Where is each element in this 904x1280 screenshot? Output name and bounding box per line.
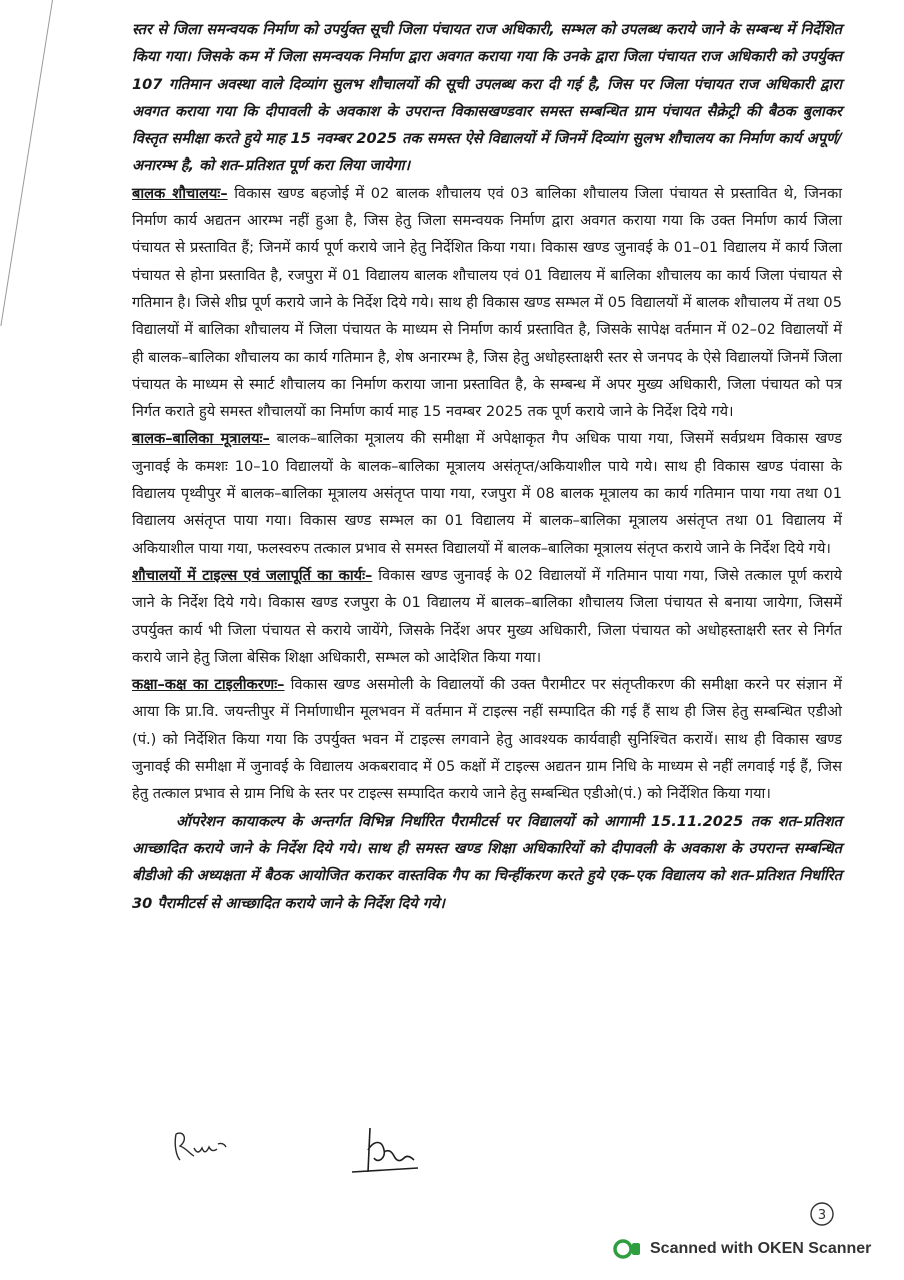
urinal-heading: बालक–बालिका मूत्रालयः– xyxy=(132,430,270,448)
page-number-mark xyxy=(808,1200,836,1228)
intro-paragraph: स्तर से जिला समन्वयक निर्माण को उपर्युक्त सूची जिला पंचायत राज अधिकारी, सम्भल को उपलब्ध कराये जाने के सम्बन्ध में निर्देशित किया गया। जिसके कम में जिला समन्वयक निर्माण द्वारा अवगत कराया गया कि उनके द्वारा जिला पंचायत राज अधिकारी को उपर्युक्त 107 गतिमान अवस्था वाले दिव्यांग सुलभ शौचालयों की सूची उपलब्ध करा दी गई है, जिस पर जिला पंचायत राज अधिकारी द्वारा अवगत कराया गया कि दीपावली के अवकाश के उपरान्त विकासखण्डवार समस्त सम्बन्धित ग्राम पंचायत सैक्रेट्री की बैठक बुलाकर विस्तृत समीक्षा करते हुये माह 15 नवम्बर 2025 तक समस्त ऐसे विद्यालयों में जिनमें दिव्यांग सुलभ शौचालय का निर्माण कार्य अपूर्ण/अनारम्भ है, को शत–प्रतिशत पूर्ण करा लिया जायेगा। xyxy=(132,21,842,175)
oken-scanner-logo-icon xyxy=(612,1238,642,1260)
signature-1 xyxy=(170,1126,230,1166)
tiles-water-body: विकास खण्ड जुनावई के 02 विद्यालयों में गतिमान पाया गया, जिसे तत्काल पूर्ण कराये जाने के निर्देश दिये गये। विकास खण्ड रजपुरा के 01 विद्यालय में बालक–बालिका शौचालय जिला पंचायत से बनाया जायेगा, जिसमें उपर्युक्त कार्य भी जिला पंचायत से कराये जायेंगे, जिसके निर्देश अपर मुख्य अधिकारी, जिला पंचायत को अधोहस्ताक्षरी स्तर से निर्गत कराये जाने हेतु जिला बेसिक शिक्षा अधिकारी, सम्भल को आदेशित किया गया। xyxy=(132,566,842,666)
boys-toilet-heading: बालक शौचालयः– xyxy=(132,184,228,202)
urinal-body: बालक–बालिका मूत्रालय की समीक्षा में अपेक्षाकृत गैप अधिक पाया गया, जिसमें सर्वप्रथम विकास खण्ड जुनावई के कमशः 10–10 विद्यालयों के बालक–बालिका मूत्रालय असंतृप्त/अकियाशील पाये गये। साथ ही विकास खण्ड पंवासा के विद्यालय पृथ्वीपुर में बालक–बालिका मूत्रालय असंतृप्त पाया गया, रजपुरा में 08 बालक मूत्रालय का कार्य गतिमान पाया गया तथा 01 विद्यालय असंतृप्त पाया गया। विकास खण्ड सम्भल का 01 विद्यालय में बालक–बालिका मूत्रालय असंतृप्त तथा 01 विद्यालय में अकियाशील पाया गया, फलस्वरुप तत्काल प्रभाव से समस्त विद्यालयों में बालक–बालिका मूत्रालय संतृप्त कराये जाने के निर्देश दिये गये। xyxy=(132,430,842,557)
tiles-water-heading: शौचालयों में टाइल्स एवं जलापूर्ति का कार्यः– xyxy=(132,566,373,584)
signature-2 xyxy=(348,1120,438,1180)
scanner-footer xyxy=(612,1236,871,1262)
boys-toilet-body: विकास खण्ड बहजोई में 02 बालक शौचालय एवं 03 बालिका शौचालय जिला पंचायत से प्रस्तावित थे, जिनका निर्माण कार्य अद्यतन आरम्भ नहीं हुआ है, जिस हेतु जिला समन्वयक निर्माण द्वारा अवगत कराया गया कि उक्त निर्माण कार्य जिला पंचायत से प्रस्तावित हैं; जिनमें कार्य पूर्ण कराये जाने हेतु निर्देशित किया गया। विकास खण्ड जुनावई के 01–01 विद्यालय में कार्य जिला पंचायत से होना प्रस्तावित है, रजपुरा में 01 विद्यालय बालक शौचालय एवं 01 विद्यालय में बालिका शौचालय का कार्य जिला पंचायत से गतिमान है। जिसे शीघ्र पूर्ण कराये जाने के निर्देश दिये गये। साथ ही विकास खण्ड सम्भल में 05 विद्यालयों में बालक शौचालय में तथा 05 विद्यालयों में बालिका शौचालय में जिला पंचायत के माध्यम से निर्माण कार्य प्रस्तावित है, जिसके सापेक्ष वर्तमान में 02–02 विद्यालयों में ही बालक–बालिका शौचालय का कार्य गतिमान है, शेष अनारम्भ है, जिस हेतु अधोहस्ताक्षरी स्तर से जनपद के ऐसे विद्यालयों जिनमें जिला पंचायत के माध्यम से स्मार्ट शौचालय का निर्माण कराया जाना प्रस्तावित है, के सम्बन्ध में अपर मुख्य अधिकारी, जिला पंचायत को पत्र निर्गत कराते हुये समस्त शौचालयों का निर्माण कार्य माह 15 नवम्बर 2025 तक पूर्ण कराये जाने के निर्देश दिये गये। xyxy=(132,184,843,421)
page-number: 3 xyxy=(817,1208,827,1223)
boys-toilet-paragraph xyxy=(132,180,842,426)
classroom-tiling-heading: कक्षा–कक्ष का टाइलीकरणः– xyxy=(132,676,285,694)
signatures xyxy=(170,1120,670,1200)
margin-rule xyxy=(0,0,53,326)
urinal-paragraph xyxy=(132,425,842,561)
kayakalp-paragraph: ऑपरेशन कायाकल्प के अन्तर्गत विभिन्न निर्धारित पैरामीटर्स पर विद्यालयों को आगामी 15.11.2025 तक शत–प्रतिशत आच्छादित कराये जाने के निर्देश दिये गये। साथ ही समस्त खण्ड शिक्षा अधिकारियों को दीपावली के अवकाश के उपरान्त सम्बन्धित बीडीओ की अध्यक्षता में बैठक आयोजित कराकर वास्तविक गैप का चिन्हींकरण करते हुये एक–एक विद्यालय को शत–प्रतिशत निर्धारित 30 पैरामीटर्स से आच्छादित कराये जाने के निर्देश दिये गये। xyxy=(132,812,842,912)
tiles-water-paragraph xyxy=(132,562,842,671)
classroom-tiling-body: विकास खण्ड असमोली के विद्यालयों की उक्त पैरामीटर पर संतृप्तीकरण की समीक्षा करने पर संज्ञान में आया कि प्रा.वि. जयन्तीपुर में निर्माणाधीन मूलभवन में वर्तमान में टाइल्स नहीं सम्पादित की गई हैं साथ ही जिस हेतु सम्बन्धित एडीओ (पं.) को निर्देशित किया गया कि उपर्युक्त भवन में टाइल्स लगवाने हेतु आवश्यक कार्यवाही सुनिश्चित करायें। साथ ही विकास खण्ड जुनावई की समीक्षा में जुनावई के विद्यालय अकबरावाद में 05 कक्षों में टाइल्स अद्यतन ग्राम निधि के माध्यम से नहीं लगवाई गई हैं, जिस हेतु तत्काल प्रभाव से ग्राम निधि के स्तर पर टाइल्स सम्पादित कराये जाने हेतु सम्बन्धित एडीओ(पं.) को निर्देशित किया गया। xyxy=(132,676,842,803)
classroom-tiling-paragraph xyxy=(132,671,842,807)
document-page xyxy=(132,16,842,917)
scanner-label: Scanned with OKEN Scanner xyxy=(650,1240,872,1257)
